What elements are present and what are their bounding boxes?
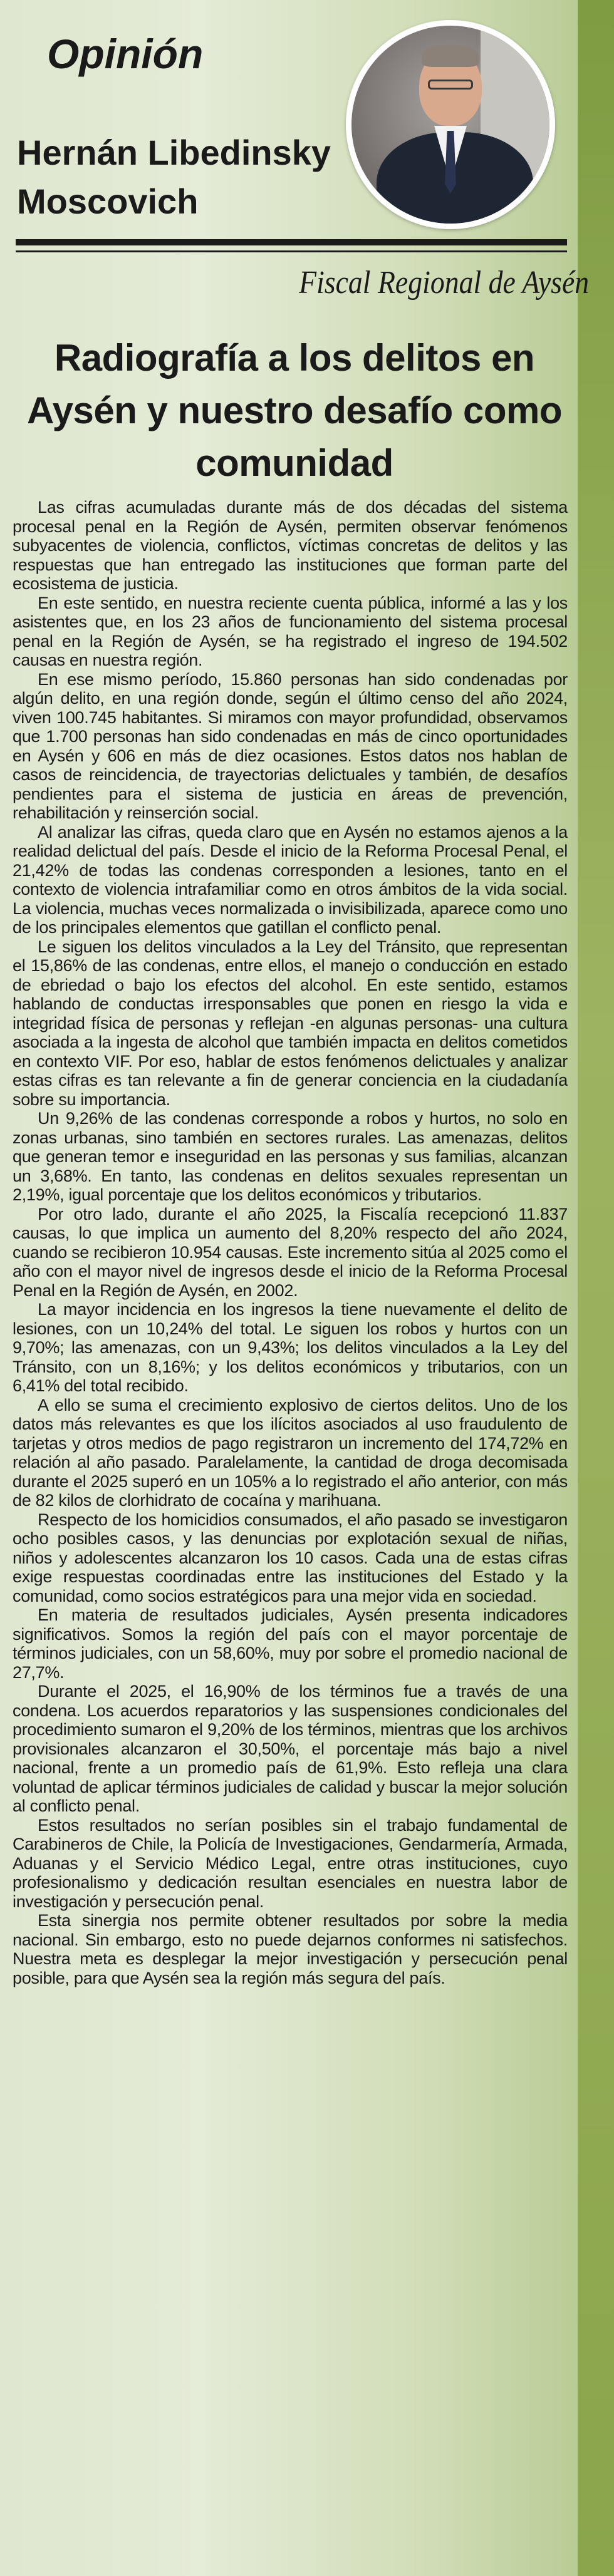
divider-thick — [16, 239, 567, 245]
article-paragraph: Estos resultados no serían posibles sin el trabajo fundamental de Carabineros de Chile, la Policía de Investigaciones, Gendarmería, Armada, Aduanas y el Servicio Médico Legal, entre otras instituciones, cuyo profesionalismo y dedicación resultan esenciales en nuestra labor de investigación y persecución penal. — [13, 1815, 568, 1911]
article-paragraph: La mayor incidencia en los ingresos la tiene nuevamente el delito de lesiones, con un 10,24% del total. Le siguen los robos y hurtos con un 9,70%; las amenazas, con un 9,43%; los delitos vinculados a la Ley del Tránsito, con un 8,16%; y los delitos económicos y tributarios, con un 6,41% del total recibido. — [13, 1300, 568, 1395]
photo-hair — [422, 44, 479, 67]
article-paragraph: Le siguen los delitos vinculados a la Ley del Tránsito, que representan el 15,86% de las condenas, entre ellos, el manejo o conducción en estado de ebriedad o bajo los efectos del alcohol. En este sentido, estamos hablando de conductas irresponsables que ponen en riesgo la vida e integridad física de personas y reflejan -en algunas personas- una cultura asociada a la ingesta de alcohol que también impacta en delitos cometidos en contexto VIF. Por eso, hablar de estos fenómenos delictuales y analizar estas cifras es tan relevante a fin de generar conciencia en la ciudadanía sobre su importancia. — [13, 937, 568, 1109]
article-paragraph: Un 9,26% de las condenas corresponde a robos y hurtos, no solo en zonas urbanas, sino también en sectores rurales. Las amenazas, delitos que generan temor e inseguridad en las personas y sus familias, alcanzan un 3,68%. En tanto, las condenas en delitos sexuales representan un 2,19%, igual porcentaje que los delitos económicos y tributarios. — [13, 1109, 568, 1204]
author-name-line2: Moscovich — [17, 182, 199, 221]
article-body — [13, 498, 568, 1987]
author-position: Fiscal Regional de Aysén — [298, 265, 589, 301]
photo-glasses — [428, 80, 473, 90]
article-paragraph: Durante el 2025, el 16,90% de los términos fue a través de una condena. Los acuerdos reparatorios y las suspensiones condicionales del procedimiento sumaron el 9,20% de los términos, mientras que los archivos provisionales alcanzaron el 30,50%, el porcentaje más bajo a nivel nacional, frente a un promedio país de 61,9%. Esto refleja una clara voluntad de aplicar términos judiciales de calidad y buscar la mejor solución al conflicto penal. — [13, 1682, 568, 1815]
article-paragraph: A ello se suma el crecimiento explosivo de ciertos delitos. Uno de los datos más relevantes es que los ilícitos asociados al uso fraudulento de tarjetas y otros medios de pago registraron un incremento del 174,72% en relación al año pasado. Paralelamente, la cantidad de droga decomisada durante el 2025 superó en un 105% a lo registrado el año anterior, con más de 82 kilos de clorhidrato de cocaína y marihuana. — [13, 1395, 568, 1510]
article-paragraph: En este sentido, en nuestra reciente cuenta pública, informé a las y los asistentes que, en los 23 años de funcionamiento del sistema procesal penal en la Región de Aysén, se ha registrado el ingreso de 194.502 causas en nuestra región. — [13, 593, 568, 669]
section-label: Opinión — [47, 31, 204, 77]
divider-thin — [16, 250, 567, 252]
decorative-green-edge — [578, 0, 614, 2576]
article-headline: Radiografía a los delitos en Aysén y nuestro desafío como comunidad — [26, 337, 562, 484]
article-paragraph: Las cifras acumuladas durante más de dos décadas del sistema procesal penal en la Región de Aysén, permiten observar fenómenos subyacentes de violencia, conflictos, víctimas concretas de delitos y las respuestas que han entregado las instituciones que forman parte del ecosistema de justicia. — [13, 498, 568, 593]
author-photo — [346, 20, 555, 229]
article-paragraph: Al analizar las cifras, queda claro que en Aysén no estamos ajenos a la realidad delictual del país. Desde el inicio de la Reforma Procesal Penal, el 21,42% de todas las condenas corresponden a lesiones, tanto en el contexto de violencia intrafamiliar como en otros ámbitos de la vida social. La violencia, muchas veces normalizada o invisibilizada, aparece como uno de los principales elementos que gatillan el conflicto penal. — [13, 822, 568, 937]
article-paragraph: Respecto de los homicidios consumados, el año pasado se investigaron ocho posibles casos, y las denuncias por explotación sexual de niñas, niños y adolescentes alcanzaron los 10 casos. Cada una de estas cifras exige respuestas coordinadas entre las instituciones del Estado y la comunidad, como socios estratégicos para una mejor vida en sociedad. — [13, 1510, 568, 1605]
author-name-line1: Hernán Libedinsky — [17, 133, 331, 172]
article-paragraph: En ese mismo período, 15.860 personas han sido condenadas por algún delito, en una región donde, según el último censo del año 2024, viven 100.745 habitantes. Si miramos con mayor profundidad, observamos que 1.700 personas han sido condenadas en más de cinco oportunidades en Aysén y 606 en más de diez ocasiones. Estos datos nos hablan de casos de reincidencia, de trayectorias delictuales y también, de desafíos pendientes para el sistema de justicia en áreas de prevención, rehabilitación y reinserción social. — [13, 669, 568, 822]
article-paragraph: Por otro lado, durante el año 2025, la Fiscalía recepcionó 11.837 causas, lo que implica un aumento del 8,20% respecto del año 2024, cuando se recibieron 10.954 causas. Este incremento sitúa al 2025 como el año con el mayor nivel de ingresos desde el inicio de la Reforma Procesal Penal en la Región de Aysén, en 2002. — [13, 1204, 568, 1300]
article-paragraph: En materia de resultados judiciales, Aysén presenta indicadores significativos. Somos la región del país con el mayor porcentaje de términos judiciales, con un 58,60%, muy por sobre el promedio nacional de 27,7%. — [13, 1605, 568, 1682]
article-paragraph: Esta sinergia nos permite obtener resultados por sobre la media nacional. Sin embargo, esto no puede dejarnos conformes ni satisfechos. Nuestra meta es desplegar la mejor investigación y persecución penal posible, para que Aysén sea la región más segura del país. — [13, 1911, 568, 1987]
author-name — [17, 128, 355, 226]
